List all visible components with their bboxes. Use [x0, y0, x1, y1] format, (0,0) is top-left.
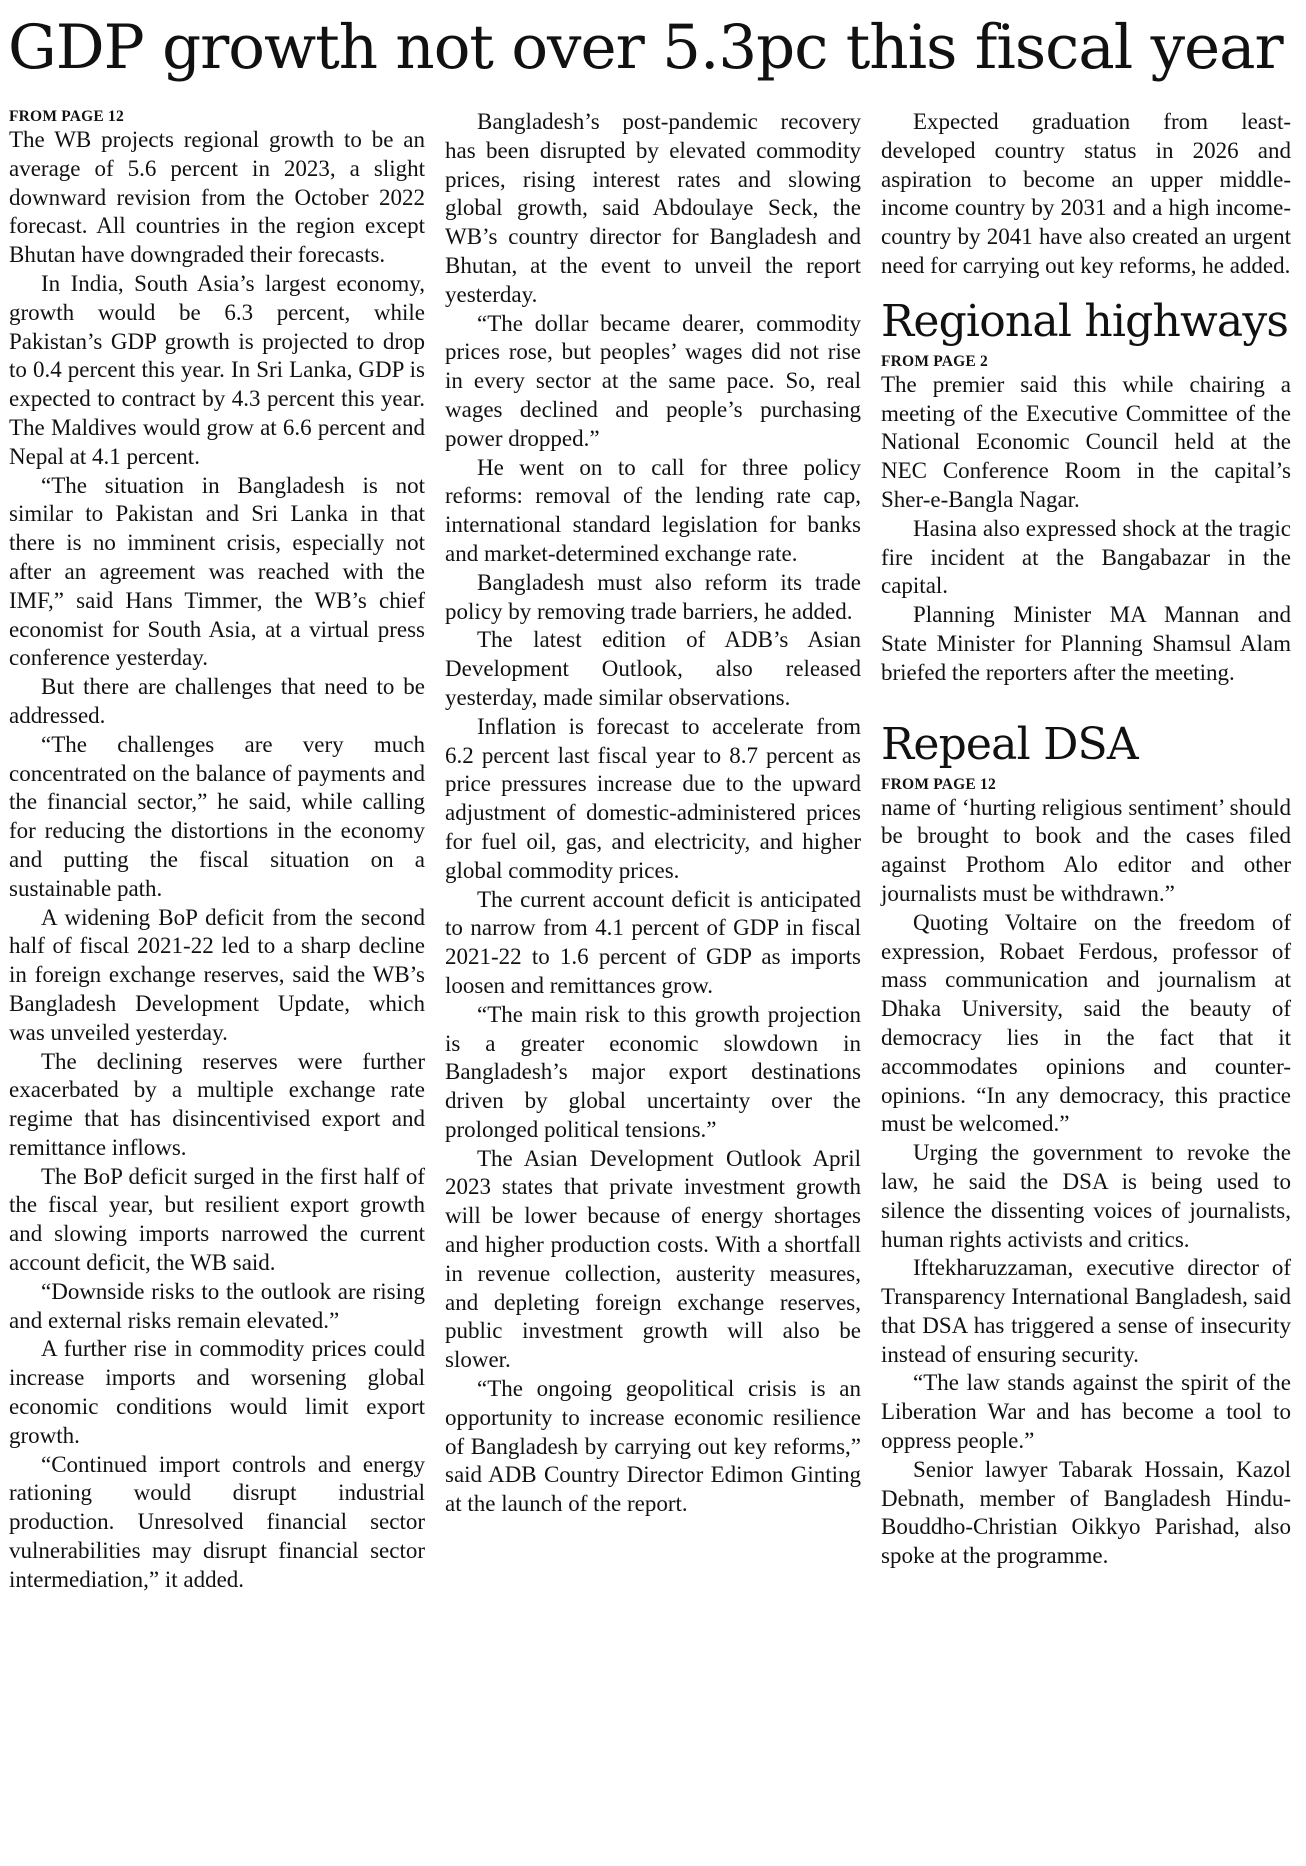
gdp-paragraph: The Asian Development Outlook April 2023 states that private investment growth will be lower because of energy shortages and higher production costs. With a shortfall in revenue collection, austerity measures, and depleting foreign exchange reserves, public investment growth will also be slower.: [445, 1145, 861, 1373]
gdp-paragraph: “Continued import controls and energy rationing would disrupt industrial production. Unresolved financial sector vulnerabilities may disrupt financial sector intermediation,” it added.: [9, 1451, 425, 1592]
column-2: [445, 108, 861, 1519]
gdp-paragraph: Inflation is forecast to accelerate from 6.2 percent last fiscal year to 8.7 percent as price pressures increase due to the upward adjustment of domestic-administered prices for fuel oil, gas, and electricity, and higher global commodity prices.: [445, 713, 861, 883]
column-1: [9, 108, 425, 1595]
dsa-headline: Repeal DSA: [881, 718, 1138, 770]
gdp-paragraph: A widening BoP deficit from the second half of fiscal 2021-22 led to a sharp decline in foreign exchange reserves, said the WB’s Bangladesh Development Update, which was unveiled yesterday.: [9, 904, 425, 1045]
gdp-paragraph: The BoP deficit surged in the first half of the fiscal year, but resilient export growth and slowing imports narrowed the current account deficit, the WB said.: [9, 1163, 425, 1276]
main-headline: GDP growth not over 5.3pc this fiscal year: [8, 12, 1283, 83]
gdp-paragraph: Bangladesh must also reform its trade policy by removing trade barriers, he added.: [445, 569, 861, 624]
gdp-paragraph: Bangladesh’s post-pandemic recovery has been disrupted by elevated commodity prices, rising interest rates and slowing global growth, said Abdoulaye Seck, the WB’s country director for Bangladesh and Bhutan, at the event to unveil the report yesterday.: [445, 109, 861, 307]
gdp-paragraph: The current account deficit is anticipated to narrow from 4.1 percent of GDP in fiscal 2021-22 to 1.6 percent of GDP as imports loosen and remittances grow.: [445, 886, 861, 998]
gdp-continued-from: FROM PAGE 12: [9, 108, 124, 125]
gdp-paragraph: He went on to call for three policy reforms: removal of the lending rate cap, international standard legislation for banks and market-determined exchange rate.: [445, 454, 861, 566]
gdp-paragraph: A further rise in commodity prices could increase imports and worsening global economic conditions would limit export growth.: [9, 1336, 425, 1448]
highways-continued-from: FROM PAGE 2: [881, 352, 988, 370]
gdp-paragraph: “The ongoing geopolitical crisis is an opportunity to increase economic resilience of Bangladesh by carrying out key reforms,” said ADB Country Director Edimon Ginting at the launch of the report.: [445, 1376, 861, 1517]
gdp-paragraph: “The situation in Bangladesh is not similar to Pakistan and Sri Lanka in that there is no imminent crisis, especially not after an agreement was reached with the IMF,” said Hans Timmer, the WB’s chief economist for South Asia, at a virtual press conference yesterday.: [9, 472, 425, 671]
gdp-paragraph: “The challenges are very much concentrated on the balance of payments and the financial sector,” he said, while calling for reducing the distortions in the economy and putting the fiscal situation on a sustainable path.: [9, 731, 425, 901]
dsa-paragraph: name of ‘hurting religious sentiment’ should be brought to book and the cases filed against Prothom Alo editor and other journalists must be withdrawn.”: [881, 794, 1291, 906]
highways-paragraph: Hasina also expressed shock at the tragic fire incident at the Bangabazar in the capital.: [881, 515, 1291, 599]
dsa-paragraph: Quoting Voltaire on the freedom of expression, Robaet Ferdous, professor of mass communication and journalism at Dhaka University, said the beauty of democracy lies in the fact that it accommodates opinions and counter-opinions. “In any democracy, this practice must be welcomed.”: [881, 909, 1291, 1137]
dsa-paragraph: “The law stands against the spirit of the Liberation War and has become a tool to oppress people.”: [881, 1370, 1291, 1454]
dsa-paragraph: Iftekharuzzaman, executive director of Transparency International Bangladesh, said that DSA has triggered a sense of insecurity instead of ensuring security.: [881, 1255, 1291, 1367]
highways-paragraph: Planning Minister MA Mannan and State Minister for Planning Shamsul Alam briefed the reporters after the meeting.: [881, 602, 1291, 685]
gdp-paragraph: In India, South Asia’s largest economy, growth would be 6.3 percent, while Pakistan’s GDP growth is projected to drop to 0.4 percent this year. In Sri Lanka, GDP is expected to contract by 4.3 percent this year. The Maldives would grow at 6.6 percent and Nepal at 4.1 percent.: [9, 270, 425, 469]
gdp-paragraph: But there are challenges that need to be addressed.: [9, 674, 425, 728]
gdp-paragraph: “Downside risks to the outlook are rising and external risks remain elevated.”: [9, 1278, 425, 1333]
gdp-paragraph: The WB projects regional growth to be an average of 5.6 percent in 2023, a slight downward revision from the October 2022 forecast. All countries in the region except Bhutan have downgraded their forecasts.: [9, 127, 425, 268]
gdp-paragraph: “The main risk to this growth projection is a greater economic slowdown in Bangladesh’s major export destinations driven by global uncertainty over the prolonged political tensions.”: [445, 1001, 861, 1142]
dsa-paragraph: Senior lawyer Tabarak Hossain, Kazol Debnath, member of Bangladesh Hindu-Bouddho-Christian Oikkyo Parishad, also spoke at the programme.: [881, 1456, 1291, 1569]
column-3: [881, 108, 1291, 1571]
gdp-paragraph: The declining reserves were further exacerbated by a multiple exchange rate regime that has disincentivised export and remittance inflows.: [9, 1048, 425, 1160]
gdp-paragraph: Expected graduation from least-developed country status in 2026 and aspiration to become an upper middle-income country by 2031 and a high income-country by 2041 have also created an urgent need for carrying out key reforms, he added.: [881, 109, 1291, 278]
gdp-paragraph: The latest edition of ADB’s Asian Development Outlook, also released yesterday, made similar observations.: [445, 627, 861, 710]
highways-headline: Regional highways: [881, 295, 1289, 347]
dsa-paragraph: Urging the government to revoke the law, he said the DSA is being used to silence the dissenting voices of journalists, human rights activists and critics.: [881, 1140, 1291, 1252]
gdp-paragraph: “The dollar became dearer, commodity prices rose, but peoples’ wages did not rise in every sector at the same pace. So, real wages declined and people’s purchasing power dropped.”: [445, 310, 861, 451]
highways-paragraph: The premier said this while chairing a meeting of the Executive Committee of the National Economic Council held at the NEC Conference Room in the capital’s Sher-e-Bangla Nagar.: [881, 371, 1291, 512]
dsa-continued-from: FROM PAGE 12: [881, 775, 996, 793]
